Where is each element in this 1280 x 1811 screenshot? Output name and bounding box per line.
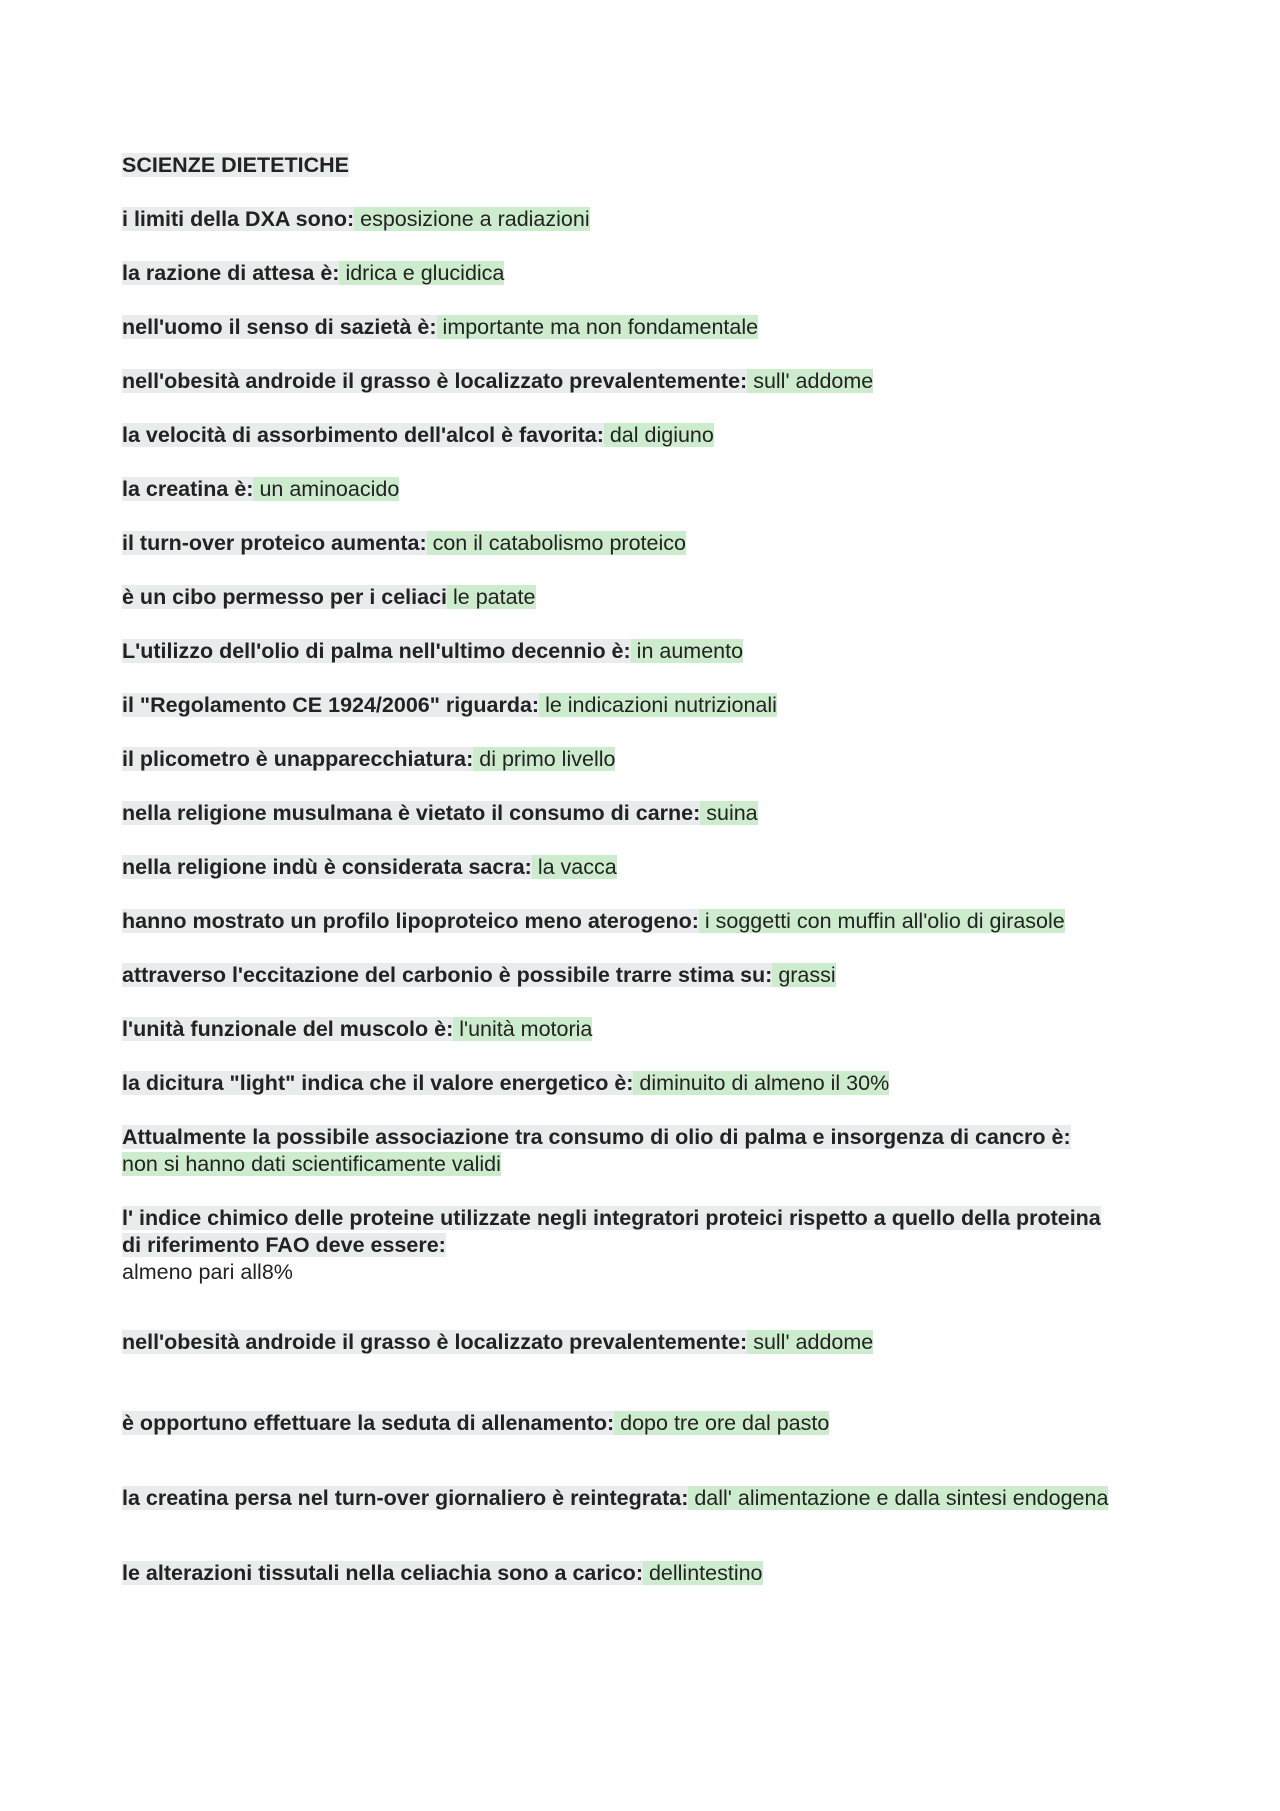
qa-item — [122, 1560, 763, 1587]
qa-item — [122, 1410, 829, 1437]
question-text: la velocità di assorbimento dell'alcol è favorita: — [122, 423, 604, 447]
question-text: il "Regolamento CE 1924/2006" riguarda: — [122, 693, 540, 717]
qa-item-indice-question-line2 — [122, 1232, 446, 1259]
qa-item — [122, 692, 777, 719]
question-text: l' indice chimico delle proteine utilizzate negli integratori proteici rispetto a quello della proteina — [122, 1206, 1101, 1230]
question-text: è un cibo permesso per i celiaci — [122, 585, 448, 609]
document-title-text: SCIENZE DIETETICHE — [122, 153, 349, 177]
answer-text: la vacca — [531, 855, 617, 879]
qa-item-palma-answer — [122, 1151, 501, 1178]
question-text: l'unità funzionale del muscolo è: — [122, 1017, 454, 1041]
answer-text: un aminoacido — [253, 477, 400, 501]
answer-text: dall' alimentazione e dalla sintesi endogena — [688, 1486, 1109, 1510]
question-text: le alterazioni tissutali nella celiachia sono a carico: — [122, 1561, 643, 1585]
answer-text: con il catabolismo proteico — [426, 531, 686, 555]
question-text: la creatina persa nel turn-over giornaliero è reintegrata: — [122, 1486, 689, 1510]
question-text: i limiti della DXA sono: — [122, 207, 355, 231]
qa-item — [122, 962, 836, 989]
answer-text: sull' addome — [747, 369, 874, 393]
qa-item — [122, 206, 590, 233]
question-text: Attualmente la possibile associazione tra consumo di olio di palma e insorgenza di cancro è: — [122, 1125, 1071, 1149]
answer-text: esposizione a radiazioni — [354, 207, 590, 231]
answer-text: grassi — [772, 963, 836, 987]
qa-item-indice-question-line1 — [122, 1205, 1101, 1232]
qa-item — [122, 476, 399, 503]
question-text: nella religione musulmana è vietato il consumo di carne: — [122, 801, 701, 825]
answer-text: dopo tre ore dal pasto — [614, 1411, 830, 1435]
question-text: di riferimento FAO deve essere: — [122, 1233, 446, 1257]
question-text: L'utilizzo dell'olio di palma nell'ultimo decennio è: — [122, 639, 631, 663]
question-text: nell'obesità androide il grasso è localizzato prevalentemente: — [122, 1330, 748, 1354]
qa-item — [122, 800, 758, 827]
question-text: la creatina è: — [122, 477, 254, 501]
answer-text: almeno pari all8% — [122, 1260, 293, 1284]
answer-text: idrica e glucidica — [339, 261, 505, 285]
answer-text: dal digiuno — [603, 423, 714, 447]
qa-item — [122, 314, 758, 341]
qa-item — [122, 908, 1065, 935]
qa-item — [122, 746, 615, 773]
question-text: hanno mostrato un profilo lipoproteico meno aterogeno: — [122, 909, 699, 933]
qa-item — [122, 1329, 873, 1356]
qa-item — [122, 638, 743, 665]
answer-text: l'unità motoria — [453, 1017, 593, 1041]
answer-text: sull' addome — [747, 1330, 874, 1354]
answer-text: in aumento — [630, 639, 744, 663]
answer-text: suina — [700, 801, 758, 825]
question-text: nell'obesità androide il grasso è localizzato prevalentemente: — [122, 369, 748, 393]
question-text: attraverso l'eccitazione del carbonio è possibile trarre stima su: — [122, 963, 773, 987]
qa-item-palma-question — [122, 1124, 1071, 1151]
answer-text: le patate — [447, 585, 536, 609]
qa-item — [122, 1485, 1108, 1512]
question-text: il plicometro è unapparecchiatura: — [122, 747, 474, 771]
answer-text: non si hanno dati scientificamente validi — [122, 1152, 501, 1176]
qa-item — [122, 1070, 889, 1097]
answer-text: importante ma non fondamentale — [436, 315, 759, 339]
document-title — [122, 152, 349, 179]
question-text: è opportuno effettuare la seduta di allenamento: — [122, 1411, 615, 1435]
qa-item — [122, 1016, 592, 1043]
qa-item — [122, 260, 504, 287]
question-text: la razione di attesa è: — [122, 261, 340, 285]
qa-item — [122, 368, 873, 395]
qa-item — [122, 422, 714, 449]
answer-text: diminuito di almeno il 30% — [633, 1071, 890, 1095]
qa-item — [122, 854, 617, 881]
answer-text: i soggetti con muffin all'olio di girasole — [698, 909, 1065, 933]
answer-text: di primo livello — [473, 747, 616, 771]
qa-item — [122, 584, 536, 611]
answer-text: le indicazioni nutrizionali — [539, 693, 777, 717]
question-text: il turn-over proteico aumenta: — [122, 531, 427, 555]
question-text: nell'uomo il senso di sazietà è: — [122, 315, 437, 339]
qa-item — [122, 530, 686, 557]
question-text: nella religione indù è considerata sacra: — [122, 855, 532, 879]
qa-item-indice-answer — [122, 1259, 293, 1286]
answer-text: dellintestino — [642, 1561, 763, 1585]
question-text: la dicitura "light" indica che il valore energetico è: — [122, 1071, 634, 1095]
